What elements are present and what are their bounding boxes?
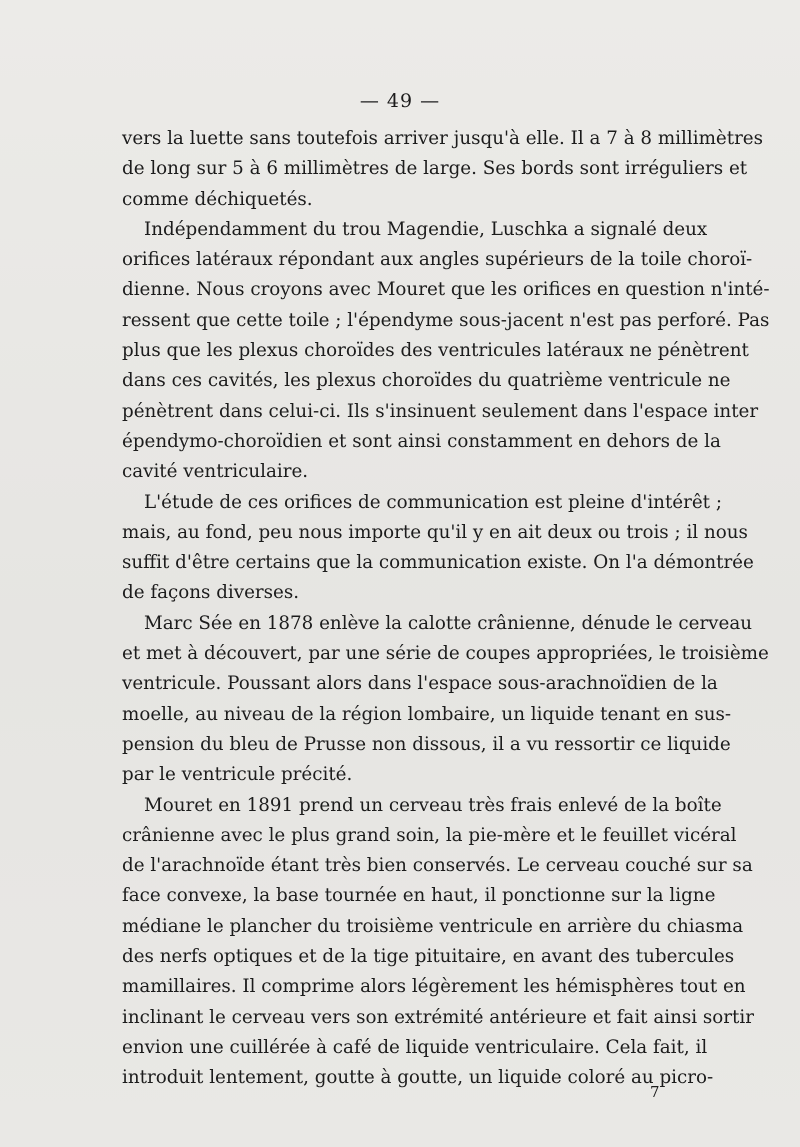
text-line: introduit lentement, goutte à goutte, un liquide coloré au picro- [122, 1067, 714, 1089]
text-line: Marc Sée en 1878 enlève la calotte crânienne, dénude le cerveau [144, 612, 753, 634]
text-line: pension du bleu de Prusse non dissous, il a vu ressortir ce liquide [122, 733, 731, 755]
body-text [122, 124, 770, 1094]
text-line: de l'arachnoïde étant très bien conservés. Le cerveau couché sur sa [122, 855, 753, 877]
text-line: suffit d'être certains que la communication existe. On l'a démontrée [122, 552, 754, 574]
text-line: par le ventricule précité. [122, 764, 353, 786]
paragraph [122, 488, 754, 609]
paragraph [122, 124, 764, 215]
paragraph [122, 609, 769, 791]
text-line: des nerfs optiques et de la tige pituitaire, en avant des tubercules [122, 946, 735, 968]
text-line: pénètrent dans celui-ci. Ils s'insinuent seulement dans l'espace inter [122, 400, 759, 422]
text-line: vers la luette sans toutefois arriver jusqu'à elle. Il a 7 à 8 millimètres [122, 128, 764, 149]
signature-mark: 7 [650, 1083, 660, 1101]
text-line: Indépendamment du trou Magendie, Luschka a signalé deux [144, 218, 708, 240]
text-line: face convexe, la base tournée en haut, il ponctionne sur la ligne [122, 885, 716, 907]
page-number: — 49 — [359, 90, 441, 112]
text-line: L'étude de ces orifices de communication est pleine d'intérêt ; [144, 491, 722, 513]
text-line: plus que les plexus choroïdes des ventricules latéraux ne pénètrent [122, 340, 749, 362]
text-line: orifices latéraux répondant aux angles supérieurs de la toile choroï- [122, 249, 753, 271]
paragraph [122, 791, 754, 1094]
text-line: de façons diverses. [122, 582, 300, 604]
text-line: dienne. Nous croyons avec Mouret que les orifices en question n'inté- [122, 279, 770, 301]
text-line: inclinant le cerveau vers son extrémité antérieure et fait ainsi sortir [122, 1006, 754, 1028]
text-line: épendymo-choroïdien et sont ainsi constamment en dehors de la [122, 430, 721, 452]
text-line: de long sur 5 à 6 millimètres de large. Ses bords sont irréguliers et [122, 158, 748, 180]
text-line: envion une cuillérée à café de liquide ventriculaire. Cela fait, il [122, 1036, 708, 1058]
text-line: mamillaires. Il comprime alors légèrement les hémisphères tout en [122, 976, 746, 998]
text-line: cavité ventriculaire. [122, 461, 309, 483]
text-line: crânienne avec le plus grand soin, la pie-mère et le feuillet vicéral [122, 824, 737, 846]
text-line: comme déchiquetés. [122, 188, 313, 210]
text-line: moelle, au niveau de la région lombaire, un liquide tenant en sus- [122, 703, 732, 725]
text-line: mais, au fond, peu nous importe qu'il y en ait deux ou trois ; il nous [122, 521, 748, 543]
text-line: ventricule. Poussant alors dans l'espace sous-arachnoïdien de la [122, 673, 718, 695]
text-line: ressent que cette toile ; l'épendyme sous-jacent n'est pas perforé. Pas [122, 309, 770, 331]
text-line: et met à découvert, par une série de coupes appropriées, le troisième [122, 643, 769, 665]
text-line: dans ces cavités, les plexus choroïdes du quatrième ventricule ne [122, 370, 731, 392]
paragraph [122, 215, 770, 488]
text-line: Mouret en 1891 prend un cerveau très frais enlevé de la boîte [144, 794, 722, 816]
text-line: médiane le plancher du troisième ventricule en arrière du chiasma [122, 915, 744, 937]
